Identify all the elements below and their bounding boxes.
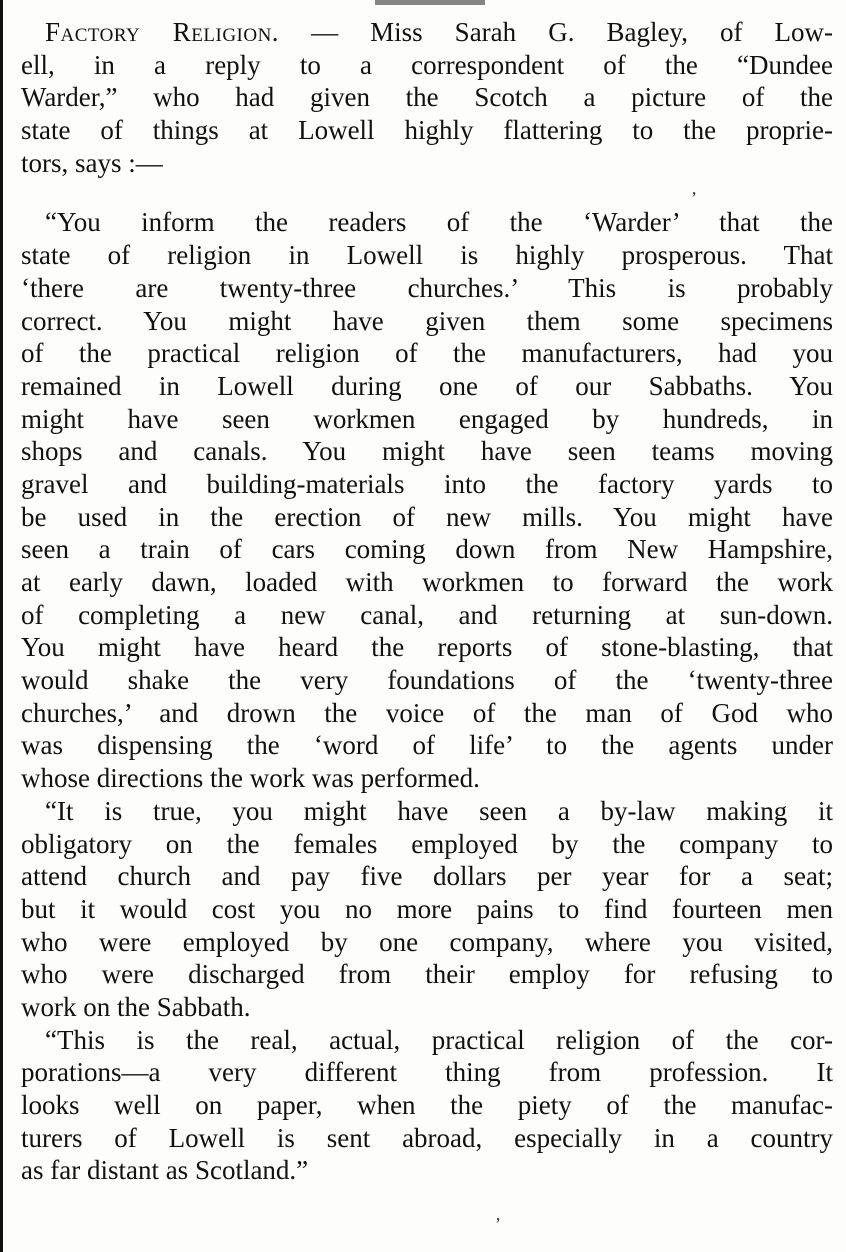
paragraph-line: as far distant as Scotland.” — [21, 1155, 309, 1186]
intro-line: ell, in a reply to a correspondent of the “Dundee — [21, 49, 833, 80]
paragraph-line: shops and canals. You might have seen teams moving — [21, 436, 833, 467]
paragraph-line: whose directions the work was performed. — [21, 763, 480, 794]
paragraph-line: gravel and building-materials into the factory yards to — [21, 468, 833, 499]
paragraph-line: looks well on paper, when the piety of the manufac- — [21, 1090, 833, 1120]
paragraph-line: You might have heard the reports of stone-blasting, that — [21, 632, 833, 663]
paragraph-line: but it would cost you no more pains to find fourteen men — [21, 893, 833, 924]
paragraph-line: turers of Lowell is sent abroad, especially in a country — [21, 1122, 833, 1153]
paragraph-line: might have seen workmen engaged by hundreds, in — [21, 403, 833, 434]
paragraph-line: who were employed by one company, where you visited, — [21, 926, 833, 957]
paragraph-line: state of religion in Lowell is highly prosperous. That — [21, 240, 833, 271]
intro-line: Warder,” who had given the Scotch a picture of the — [21, 82, 833, 113]
paragraph-line: “It is true, you might have seen a by-law making it — [45, 795, 833, 826]
intro-text: — Miss Sarah G. Bagley, of Low- — [279, 17, 833, 47]
paragraph-line: obligatory on the females employed by the company to — [21, 828, 833, 859]
paragraph-line: of completing a new canal, and returning at sun-down. — [21, 599, 833, 630]
article-body — [21, 16, 833, 1187]
paragraph-3 — [21, 1024, 833, 1187]
top-rule-divider — [375, 0, 485, 5]
article-intro — [21, 16, 833, 179]
intro-line — [21, 16, 833, 49]
paragraph-line: at early dawn, loaded with workmen to forward the work — [21, 567, 833, 597]
paragraph-line: was dispensing the ‘word of life’ to the agents under — [21, 730, 833, 761]
paragraph-line: “You inform the readers of the ‘Warder’ that the — [45, 207, 833, 238]
paragraph-gap — [21, 179, 833, 206]
print-speck: ʼ — [495, 1214, 501, 1234]
article-heading: Factory Religion. — [45, 17, 280, 47]
print-speck: ʼ — [691, 188, 697, 208]
paragraph-line: remained in Lowell during one of our Sabbaths. You — [21, 370, 833, 401]
paragraph-line: “This is the real, actual, practical religion of the cor- — [45, 1024, 833, 1055]
paragraph-line: attend church and pay five dollars per year for a seat; — [21, 861, 833, 892]
paragraph-line: be used in the erection of new mills. You might have — [21, 501, 833, 532]
paragraph-line: ‘there are twenty-three churches.’ This is probably — [21, 272, 833, 303]
intro-line: state of things at Lowell highly flattering to the proprie- — [21, 115, 833, 146]
paragraph-line: seen a train of cars coming down from New Hampshire, — [21, 534, 833, 565]
paragraph-2 — [21, 795, 833, 1024]
paragraph-line: porations—a very different thing from profession. It — [21, 1057, 833, 1088]
paragraph-line: would shake the very foundations of the ‘twenty-three — [21, 665, 833, 696]
paragraph-line: who were discharged from their employ for refusing to — [21, 959, 833, 990]
paragraph-line: churches,’ and drown the voice of the man of God who — [21, 697, 833, 728]
paragraph-line: correct. You might have given them some specimens — [21, 305, 833, 336]
paragraph-line: of the practical religion of the manufacturers, had you — [21, 338, 833, 369]
intro-line: tors, says :— — [21, 147, 163, 178]
paragraph-1 — [21, 206, 833, 794]
paragraph-line: work on the Sabbath. — [21, 991, 251, 1022]
